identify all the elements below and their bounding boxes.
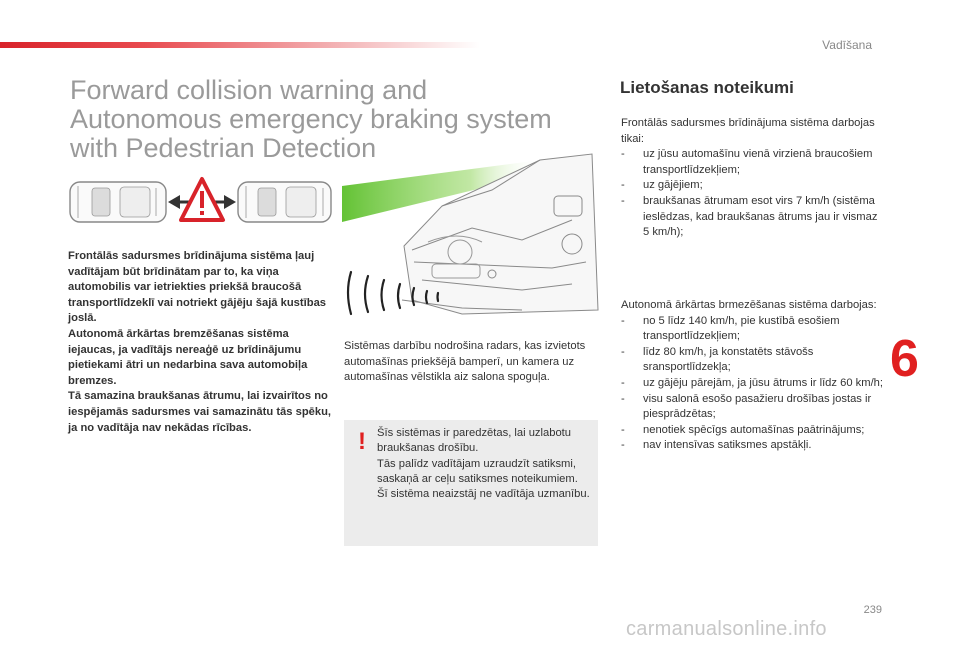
fcw-list <box>621 147 886 241</box>
fcw-intro: Frontālās sadursmes brīdinājuma sistēma darbojas tikai: <box>621 117 875 145</box>
aeb-list <box>621 314 886 454</box>
intro-paragraph-3: Tā samazina braukšanas ātrumu, lai izvairītos no iespējamās sadursmes vai samazinātu tās spēku, ja no vadītāja nav nekādas rīcības. <box>68 390 332 434</box>
warning-box <box>344 420 598 546</box>
title-line-1: Forward collision warning and <box>70 75 428 105</box>
warning-line-1: Šīs sistēmas ir paredzētas, lai uzlabotu braukšanas drošību. <box>377 427 572 455</box>
warning-line-3: Šī sistēma neaizstāj ne vadītāja uzmanību. <box>377 488 590 501</box>
list-item: - no 5 līdz 140 km/h, pie kustībā esošiem transportlīdzekļiem; <box>621 314 886 345</box>
list-item: - nav intensīvas satiksmes apstākļi. <box>621 438 886 454</box>
exclamation-icon: ! <box>358 428 366 455</box>
rear-car-icon <box>70 182 166 222</box>
rules-heading: Lietošanas noteikumi <box>620 78 794 97</box>
watermark-text: carmanualsonline.info <box>626 618 827 640</box>
list-item: - nenotiek spēcīgs automašīnas paātrinājums; <box>621 423 886 439</box>
intro-paragraph-1: Frontālās sadursmes brīdinājuma sistēma ļauj vadītājam būt brīdinātam par to, ka viņa automobilis var ietriekties priekšā braucošā transportlīdzeklī vai notriekt gājēju šajā kustības joslā. <box>68 250 327 325</box>
intro-paragraph-2: Autonomā ārkārtas bremzēšanas sistēma iejaucas, ja vadītājs nereaģē uz brīdinājumu pietiekami ātri un nedarbina sava automobiļa bremzes. <box>68 327 308 387</box>
list-item: - uz gājēju pārejām, ja jūsu ātrums ir līdz 60 km/h; <box>621 376 886 392</box>
aeb-intro: Autonomā ārkārtas brmezēšanas sistēma darbojas: <box>621 299 877 311</box>
collision-warning-illustration <box>68 176 333 228</box>
list-item: - uz gājējiem; <box>621 178 886 194</box>
aeb-conditions <box>621 298 886 454</box>
page-number: 239 <box>863 604 882 616</box>
fcw-conditions <box>621 116 886 241</box>
list-item: - uz jūsu automašīnu vienā virzienā braucošiem transportlīdzekļiem; <box>621 147 886 178</box>
front-car-icon <box>238 182 331 222</box>
list-item: - līdz 80 km/h, ja konstatēts stāvošs sransportlīdzekļa; <box>621 345 886 376</box>
chapter-number: 6 <box>890 330 919 388</box>
warning-triangle-icon <box>181 179 223 220</box>
list-item: - visu salonā esošo pasažieru drošības jostas ir piesprādzētas; <box>621 392 886 423</box>
title-line-2: Autonomous emergency braking system <box>70 104 552 134</box>
title-line-3: with Pedestrian Detection <box>70 133 377 163</box>
intro-text <box>68 249 336 436</box>
section-label: Vadīšana <box>822 38 872 52</box>
warning-text <box>377 426 592 502</box>
top-accent-bar <box>0 42 480 48</box>
van-radar-camera-illustration <box>342 150 600 325</box>
system-description: Sistēmas darbību nodrošina radars, kas izvietots automašīnas priekšējā bamperī, un kamera uz automašīnas vēlstikla aiz salona spoguļa. <box>344 340 586 384</box>
list-item: - braukšanas ātrumam esot virs 7 km/h (sistēma ieslēdzas, kad braukšanas ātrums jau ir vismaz 5 km/h); <box>621 194 886 241</box>
warning-line-2: Tās palīdz vadītājam uzraudzīt satiksmi, saskaņā ar ceļu satiksmes noteikumiem. <box>377 457 578 485</box>
